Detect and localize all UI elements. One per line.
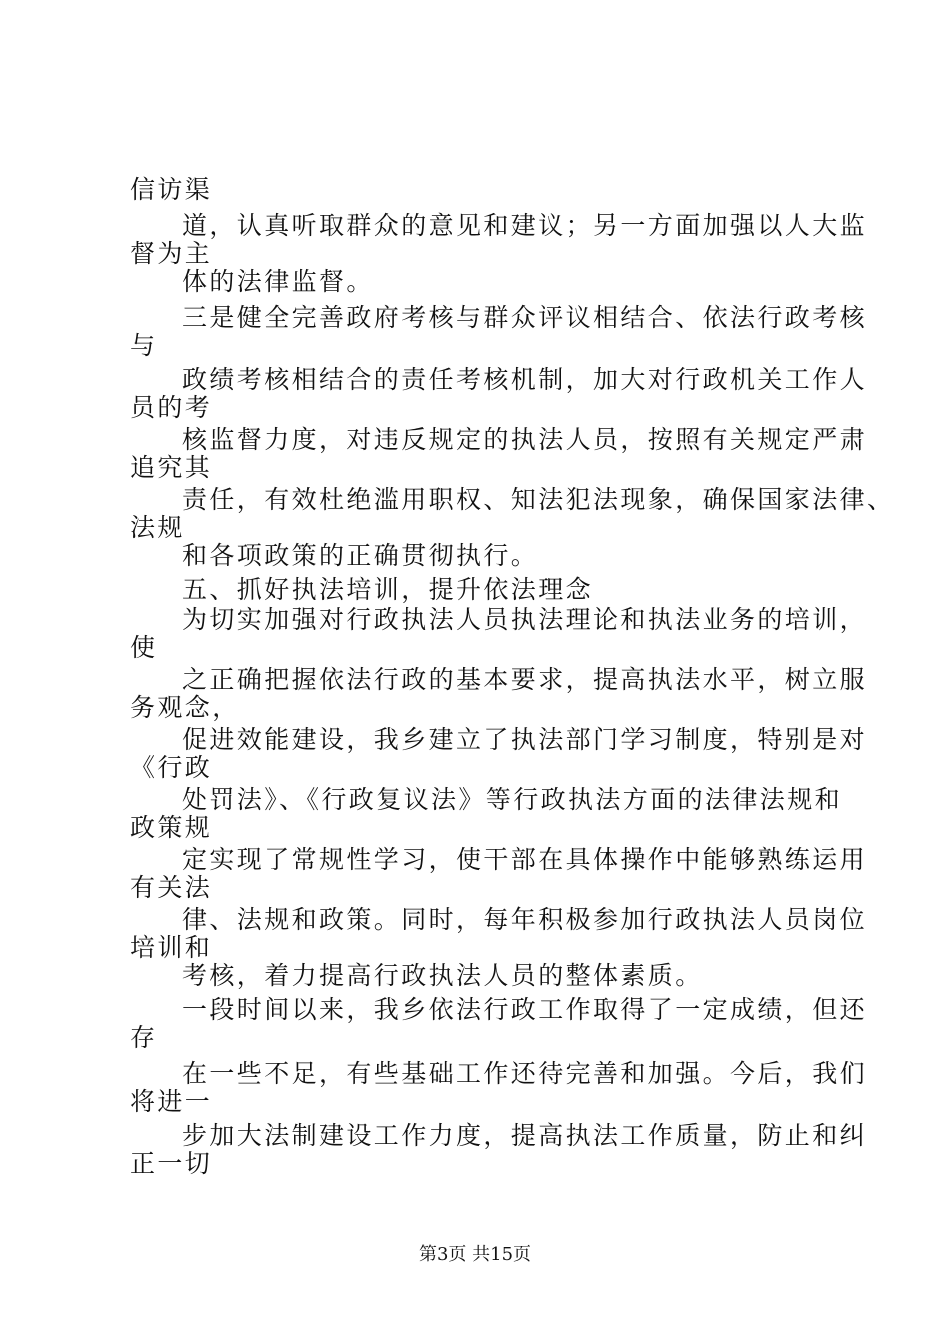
text-line: 定实现了常规性学习，使干部在具体操作中能够熟练运用	[182, 845, 868, 874]
text-line: 促进效能建设，我乡建立了执法部门学习制度，特别是对	[182, 725, 868, 754]
text-line: 体的法律监督。	[182, 267, 374, 296]
text-line: 与	[130, 331, 158, 360]
text-line: 三是健全完善政府考核与群众评议相结合、依法行政考核	[182, 303, 868, 332]
text-line: 政绩考核相结合的责任考核机制，加大对行政机关工作人	[182, 365, 868, 394]
text-line: 道，认真听取群众的意见和建议；另一方面加强以人大监	[182, 211, 868, 240]
text-line: 和各项政策的正确贯彻执行。	[182, 541, 539, 570]
text-line: 将进一	[130, 1087, 213, 1116]
text-line: 有关法	[130, 873, 213, 902]
text-line: 存	[130, 1023, 158, 1052]
text-line: 核监督力度，对违反规定的执法人员，按照有关规定严肃	[182, 425, 868, 454]
text-line: 处罚法》、《行政复议法》等行政执法方面的法律法规和	[182, 785, 843, 814]
text-line: 正一切	[130, 1149, 213, 1178]
text-line: 《行政	[130, 753, 213, 782]
text-line: 培训和	[130, 933, 213, 962]
text-line: 责任，有效杜绝滥用职权、知法犯法现象，确保国家法律、	[182, 485, 895, 514]
page-number-footer: 第3页 共15页	[418, 1244, 532, 1265]
text-line: 为切实加强对行政执法人员执法理论和执法业务的培训，	[182, 605, 868, 634]
text-line: 律、法规和政策。同时，每年积极参加行政执法人员岗位	[182, 905, 868, 934]
text-line: 督为主	[130, 239, 213, 268]
section-heading: 五、抓好执法培训，提升依法理念	[182, 575, 594, 604]
text-line: 一段时间以来，我乡依法行政工作取得了一定成绩，但还	[182, 995, 868, 1024]
text-line: 追究其	[130, 453, 213, 482]
text-line: 法规	[130, 513, 185, 542]
text-line: 使	[130, 633, 158, 662]
text-line: 步加大法制建设工作力度，提高执法工作质量，防止和纠	[182, 1121, 868, 1150]
text-line: 政策规	[130, 813, 213, 842]
text-line: 在一些不足，有些基础工作还待完善和加强。今后，我们	[182, 1059, 868, 1088]
text-line: 信访渠	[130, 175, 213, 204]
text-line: 务观念，	[130, 693, 240, 722]
text-line: 之正确把握依法行政的基本要求，提高执法水平，树立服	[182, 665, 868, 694]
text-line: 考核，着力提高行政执法人员的整体素质。	[182, 961, 703, 990]
text-line: 员的考	[130, 393, 213, 422]
